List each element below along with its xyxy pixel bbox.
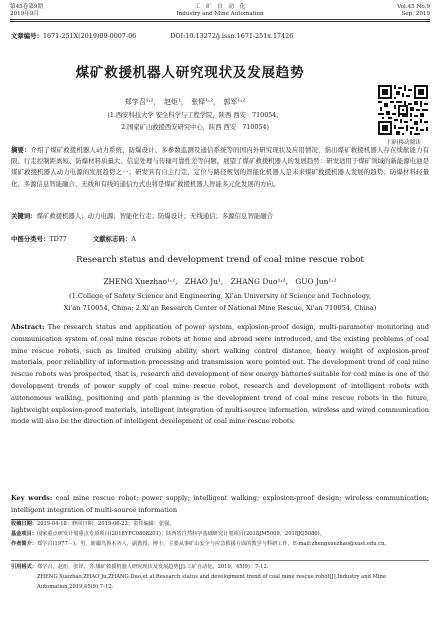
affiliation-en-line: Xi'an 710054, China; 2.Xi'an Research Center of National Mine Rescue, Xi'an 710054, China) [63, 304, 377, 312]
authors-en: ZHENG Xuezhao¹˒², ZHAO Ju¹, ZHANG Duo¹˒², GUO Jun¹˒² [103, 277, 337, 286]
issue-date-en: Sep. 2019 [401, 11, 430, 17]
classification-line [11, 234, 429, 245]
footnote-label: 作者简介： [11, 540, 37, 547]
affiliation-line: 2.国家矿山救援西安研究中心，陕西 西安 710054) [121, 124, 269, 131]
article-info-line [11, 31, 351, 40]
citation-en: ZHENG Xuezhao,ZHAO Ju,ZHANG Duo,et al.Research status and development trend of coal mine rescue robot[J].Industry and Mine Automation,2019,45(9):7-12. [37, 573, 386, 590]
abstract-en-label: Abstract: [11, 323, 45, 331]
journal-name-cn: 工 矿 自 动 化 [194, 4, 246, 10]
citation-format [11, 563, 429, 592]
footnote-text: 郑学召(1977－)，男，新疆鸟鲁木齐人，副教授，博士，主要从事矿山安全与应急救援方面的教学与科研工作，E-mail:zhengxuezhao@xust.edu.cn。 [36, 540, 390, 547]
issue-date: 2019年9月 [10, 11, 39, 17]
journal-name-en: Industry and Mine Automation [176, 11, 264, 17]
qr-code-icon[interactable] [378, 85, 428, 135]
volume-issue: 第45卷第9期 [10, 4, 44, 10]
header-rule-top [10, 19, 430, 20]
footnote-funding [11, 530, 429, 540]
citation-label: 引用格式： [11, 564, 37, 570]
keywords-cn [11, 211, 429, 222]
affiliations-cn [40, 110, 350, 134]
article-title-cn: 煤矿救援机器人研究现状及发展趋势 [75, 65, 305, 81]
issue-info-en [397, 4, 430, 18]
affiliation-en-line: (1.College of Safety Science and Engineering, Xi'an University of Science and Technology, [69, 292, 371, 300]
keywords-en-text: coal mine rescue robot; power supply; intelligent walking; explosion-proof design; wireless communication; intelligent integration of multi-source information [11, 494, 429, 514]
journal-header [10, 3, 430, 23]
header-rule-bottom [10, 21, 430, 22]
abstract-en-text: The research status and application of power system, explosion-proof design, multi-parameter monitoring and communication system of coal mine rescue robots at home and abroad were introduced, and the existing problems of coal mine rescue robots, such as limited cruising ability, short walking control distance, heavy weight of explosion-proof materials, poor reliability of information processing and transmission were pointed out. The development trend of coal mine rescue robots was prospected, that is, research and development of new energy batteries suitable for coal mine is one of the development trends of power supply of coal mine rescue robot, research and development of intelligent robots with autonomous walking, positioning and path planning is the development trend of coal mine rescue robots in the future, lightweight explosion-proof materials, intelligent integration of multi-source information, wireless and wired communication mode will also be the direction of intelligent development of coal mine rescue robots. [11, 323, 429, 426]
affiliation-line: (1.西安科技大学 安全科学与工程学院，陕西 西安 710054； [107, 112, 283, 119]
footnote-label: 基金项目： [11, 530, 37, 537]
qr-caption: 扫码移动阅读 [387, 140, 421, 146]
doc-code: A [131, 235, 136, 243]
abstract-cn-label: 摘要： [11, 146, 31, 154]
footnote-text: 2019-04-18；修回日期：2019-06-22；责任编辑：张强。 [36, 521, 175, 527]
citation-cn-text: 郑学召，赵炬，张铎，等.煤矿救援机器人研究现状及发展趋势[J].工矿自动化，2019，45(9)：7-12. [36, 564, 269, 570]
journal-name [10, 4, 430, 18]
clc-number: TD77 [49, 235, 67, 243]
footnotes [11, 520, 429, 549]
abstract-cn [11, 145, 429, 190]
footnote-author [11, 540, 429, 550]
footnote-text: 国家重点研发计划重点专项项目(2018YFC0808201)；陕西省自然科学基础研究计划项目(2018JM5009，2018JQ5080)。 [36, 530, 325, 537]
keywords-en [11, 493, 429, 517]
abstract-cn-text: 介绍了煤矿救援机器人动力系统、防爆设计、多参数监测及通信系统等的国内外研究现状及应用情况，指出煤矿救援机器人存在续航能力有限、行走控制距离短、防爆材料质量大、信息处理与传输可靠性差等问题。展望了煤矿救援机器人的发展趋势：研发适用于煤矿领域的新能源电池是煤矿救援机器人动力电源的发展趋势之一；研发具有自主行走、定位与路径规划的智能化机器人是未来煤矿救援机器人发展的趋势；防爆材料轻量化、多源信息智能融合、无线和有线的通信方式也将是煤矿救援机器人智能多元化发展的方向。 [11, 146, 430, 188]
doc-code-label: 文献标志码： [92, 235, 132, 243]
article-title-en: Research status and development trend of coal mine rescue robot [76, 255, 364, 265]
article-code-label: 文章编号： [11, 32, 43, 40]
keywords-cn-text: 煤矿救援机器人；动力电源；智能化行走；防爆设计；无线通信；多源信息智能融合 [36, 212, 274, 220]
footnote-received [11, 520, 429, 530]
citation-rule [11, 560, 429, 561]
clc-label: 中图分类号： [11, 235, 50, 243]
volume-issue-en: Vol.45 No.9 [397, 4, 430, 10]
abstract-en [11, 322, 429, 428]
affiliations-en [20, 290, 420, 314]
doi: DOI:10.13272/j.issn.1671-251x.17426 [170, 32, 294, 40]
citation-cn [11, 563, 429, 573]
keywords-cn-label: 关键词： [11, 212, 37, 220]
keywords-en-label: Key words: [11, 494, 53, 502]
authors-cn: 郑学召¹˒²， 赵炬¹， 张铎¹˒²， 郭军¹˒² [124, 98, 246, 106]
article-code: 1671-251X(2019)09-0007-06 [42, 32, 137, 40]
footnote-label: 收稿日期： [11, 521, 37, 527]
